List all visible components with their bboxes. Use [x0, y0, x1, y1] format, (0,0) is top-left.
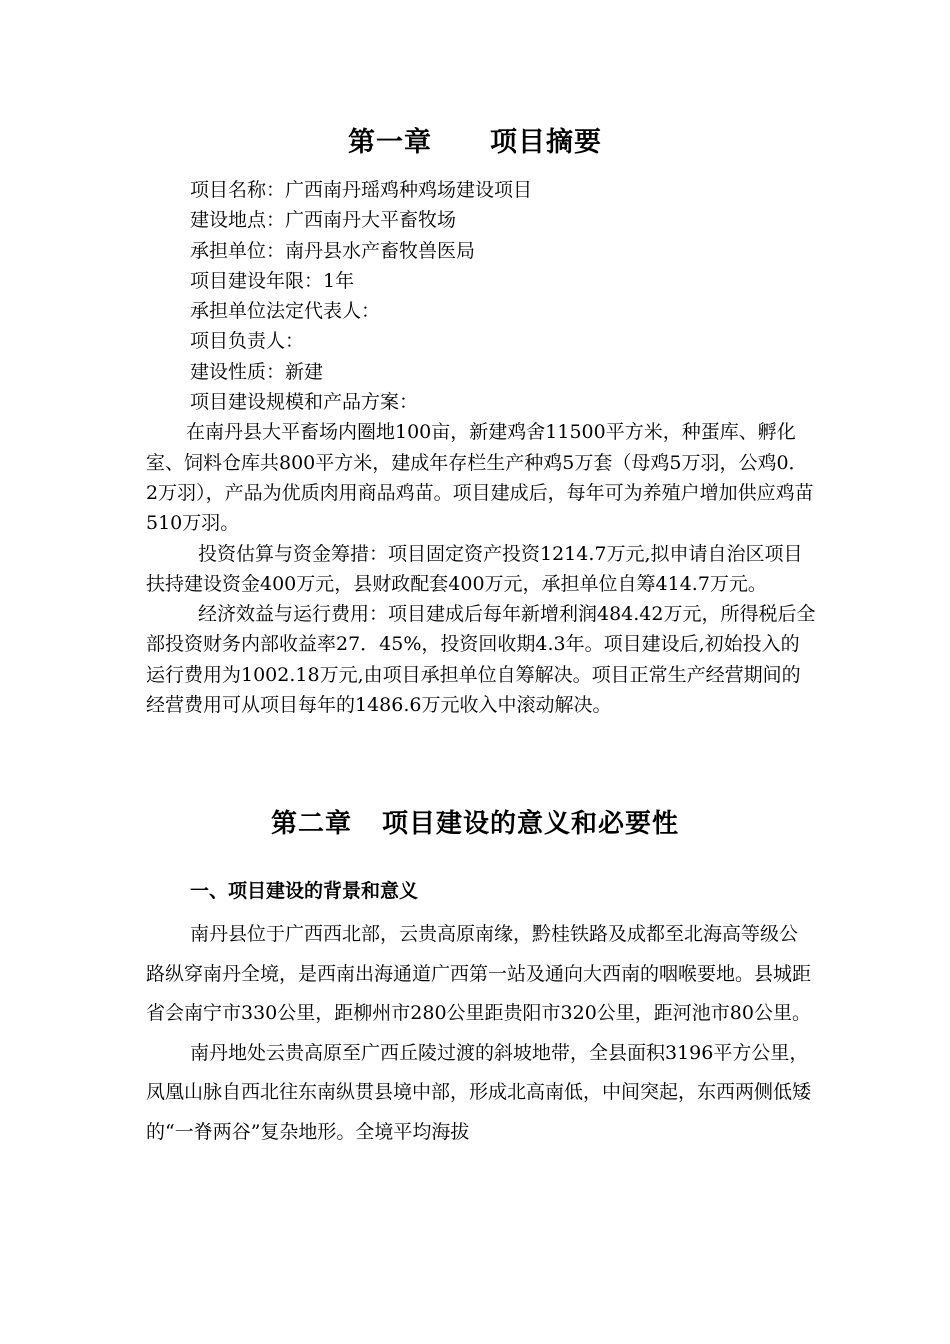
chapter-1-number: 第一章	[348, 127, 432, 158]
field-legal-representative: 承担单位法定代表人：	[190, 300, 381, 323]
chapter-1-title: 项目摘要	[490, 127, 602, 158]
field-scale-heading: 项目建设规模和产品方案：	[190, 391, 419, 414]
project-summary	[146, 175, 816, 720]
field-location: 建设地点：广西南丹大平畜牧场	[190, 209, 457, 232]
section-1-heading: 一、项目建设的背景和意义	[190, 880, 419, 902]
paragraph-terrain: 南丹地处云贵高原至广西丘陵过渡的斜坡地带，全县面积3196平方公里，凤凰山脉自西北往东南纵贯县境中部，形成北高南低，中间突起，东西两侧低矮的“一脊两谷”复杂地形。全境平均海拔	[146, 1041, 812, 1143]
paragraph-scale: 在南丹县大平畜场内圈地100亩，新建鸡舍11500平方米，种蛋库、孵化室、饲料仓库共800平方米，建成年存栏生产种鸡5万套（母鸡5万羽，公鸡0．2万羽），产品为优质肉用商品鸡苗。项目建成后，每年可为养殖户增加供应鸡苗510万羽。	[146, 421, 814, 535]
paragraph-benefit: 经济效益与运行费用：项目建成后每年新增利润484.42万元，所得税后全部投资财务内部收益率27．45%，投资回收期4.3年。项目建设后,初始投入的运行费用为1002.18万元,由项目承担单位自筹解决。项目正常生产经营期间的经营费用可从项目每年的1486.6万元收入中滚动解决。	[146, 603, 816, 717]
section-1-body	[146, 915, 816, 1152]
chapter-2-title: 项目建设的意义和必要性	[382, 809, 680, 839]
paragraph-location: 南丹县位于广西西北部，云贵高原南缘，黔桂铁路及成都至北海高等级公路纵穿南丹全境，是西南出海通道广西第一站及通向大西南的咽喉要地。县城距省会南宁市330公里，距柳州市280公里距贵阳市320公里，距河池市80公里。	[146, 923, 812, 1024]
field-nature: 建设性质：新建	[190, 360, 324, 383]
field-project-name: 项目名称：广西南丹瑶鸡种鸡场建设项目	[190, 179, 533, 201]
field-undertaking-unit: 承担单位：南丹县水产畜牧兽医局	[190, 239, 476, 262]
paragraph-investment: 投资估算与资金筹措：项目固定资产投资1214.7万元,拟申请自治区项目扶持建设资金400万元，县财政配套400万元，承担单位自筹414.7万元。	[146, 542, 803, 595]
field-project-leader: 项目负责人：	[190, 330, 305, 353]
chapter-2-heading	[0, 803, 950, 840]
chapter-2-number: 第二章	[270, 809, 352, 839]
field-duration: 项目建设年限：1年	[190, 269, 355, 292]
chapter-1-heading	[0, 120, 950, 159]
